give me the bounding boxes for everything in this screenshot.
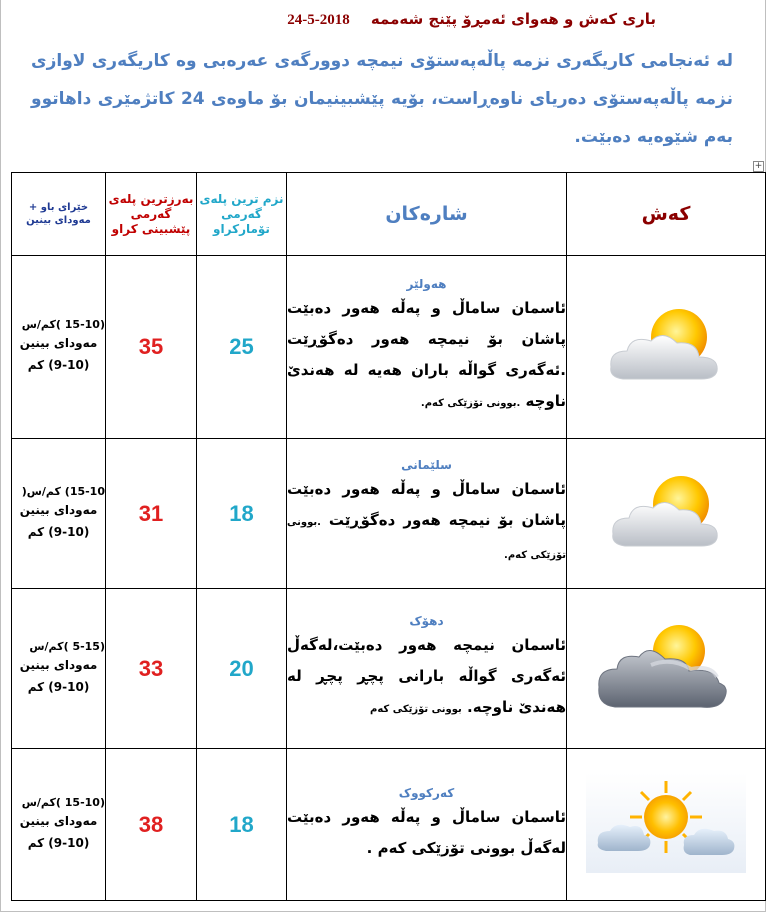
sun-behind-cloud-icon (601, 472, 731, 552)
city-name: دهۆک (409, 614, 444, 628)
visibility: مەودای بینین (10-9) کم (19, 502, 98, 539)
description-cell (287, 749, 567, 901)
table-header-row (12, 173, 766, 256)
description-text: ئاسمان ساماڵ و پەڵە هەور دەبێت پاشان بۆ نیمچە هەور دەگۆڕێت (287, 480, 566, 529)
description-text: ئاسمان ساماڵ و پەڵە هەور دەبێت پاشان بۆ نیمچە هەور دەگۆڕێت .ئەگەری گواڵە باران هەیە لە هەندێ ناوچە (287, 299, 566, 410)
description-text: ئاسمان ساماڵ و پەڵە هەور دەبێت لەگەڵ بوونی تۆزێکی کەم . (287, 807, 566, 857)
description-cell (287, 589, 567, 749)
weather-icon-cell (567, 256, 766, 439)
description-text: ئاسمان نیمچە هەور دەبێت،لەگەڵ ئەگەری گواڵە بارانی پچڕ پچڕ لە هەندێ ناوچە. (287, 636, 566, 716)
max-temp-value: 38 (106, 749, 197, 901)
wind-speed: (15-10 )کم/س (21, 795, 105, 809)
title-text: باری کەش و هەوای ئەمڕۆ پێنج شەممە (370, 10, 656, 28)
max-temp-value: 31 (106, 439, 197, 589)
dust-note: بوونی تۆزێکی کەم (370, 704, 462, 715)
min-temp-value: 18 (197, 749, 287, 901)
weather-icon-cell (567, 439, 766, 589)
weather-icon-cell (567, 589, 766, 749)
city-name: کەرکووک (398, 785, 455, 800)
header-weather: کەش (567, 173, 766, 256)
max-temp-value: 33 (106, 589, 197, 749)
city-name: هەولێر (406, 277, 447, 291)
city-name: سلێمانی (401, 458, 452, 472)
table-row (12, 439, 766, 589)
description-cell (287, 439, 567, 589)
min-temp-value: 18 (197, 439, 287, 589)
max-temp-value: 35 (106, 256, 197, 439)
description-cell (287, 256, 567, 439)
header-cities: شارەکان (287, 173, 567, 256)
header-wind-visibility: خێرای باو + مەودای بینین (12, 173, 106, 256)
header-max-temp: بەرزترین پلەی گەرمی پێشبینی کراو (106, 173, 197, 256)
dust-note: .بوونی تۆزێکی کەم. (287, 517, 566, 561)
weather-description (287, 630, 566, 725)
wind-visibility-cell (12, 256, 106, 439)
page-title (176, 10, 656, 29)
header-min-temp: نزم ترین پلەی گەرمی تۆمارکراو (197, 173, 287, 256)
wind-visibility-cell (12, 589, 106, 749)
wind-speed: 15-10) کم/س( (21, 484, 105, 498)
intro-paragraph: لە ئەنجامی کاریگەری نزمە پاڵەپەستۆی نیمچە دوورگەی عەرەبی وە کاریگەری لاوازی نزمە پاڵەپەستۆی دەریای ناوەڕاست، بۆیە پێشبینیمان بۆ ماوەی 24 کاتژمێری داهاتوو بەم شێوەیە دەبێت. (31, 51, 733, 147)
weather-description (287, 474, 566, 571)
visibility: مەودای بینین (10-9) کم (19, 336, 98, 372)
wind-visibility-cell (12, 439, 106, 589)
dust-note: .بوونی تۆزێکی کەم. (420, 398, 521, 409)
table-row (12, 589, 766, 749)
weather-icon-cell (567, 749, 766, 901)
sun-with-clouds-icon (586, 773, 746, 873)
wind-visibility-cell (12, 749, 106, 901)
min-temp-value: 20 (197, 589, 287, 749)
min-temp-value: 25 (197, 256, 287, 439)
table-move-handle-icon[interactable]: + (754, 161, 763, 171)
sun-behind-cloud-icon (601, 305, 731, 385)
visibility: مەودای بینین (10-9) کم (19, 657, 98, 694)
visibility: مەودای بینین (10-9) کم (19, 813, 98, 850)
weather-description (287, 293, 566, 419)
title-date: 2018-5-24 (287, 12, 350, 28)
wind-speed: (15-10 )کم/س (21, 318, 105, 331)
sun-dark-clouds-icon (591, 617, 741, 717)
table-row (12, 256, 766, 439)
weather-description (287, 802, 566, 866)
table-row (12, 749, 766, 901)
wind-speed: (5-15 )کم/س (29, 639, 105, 653)
forecast-table (11, 172, 766, 901)
